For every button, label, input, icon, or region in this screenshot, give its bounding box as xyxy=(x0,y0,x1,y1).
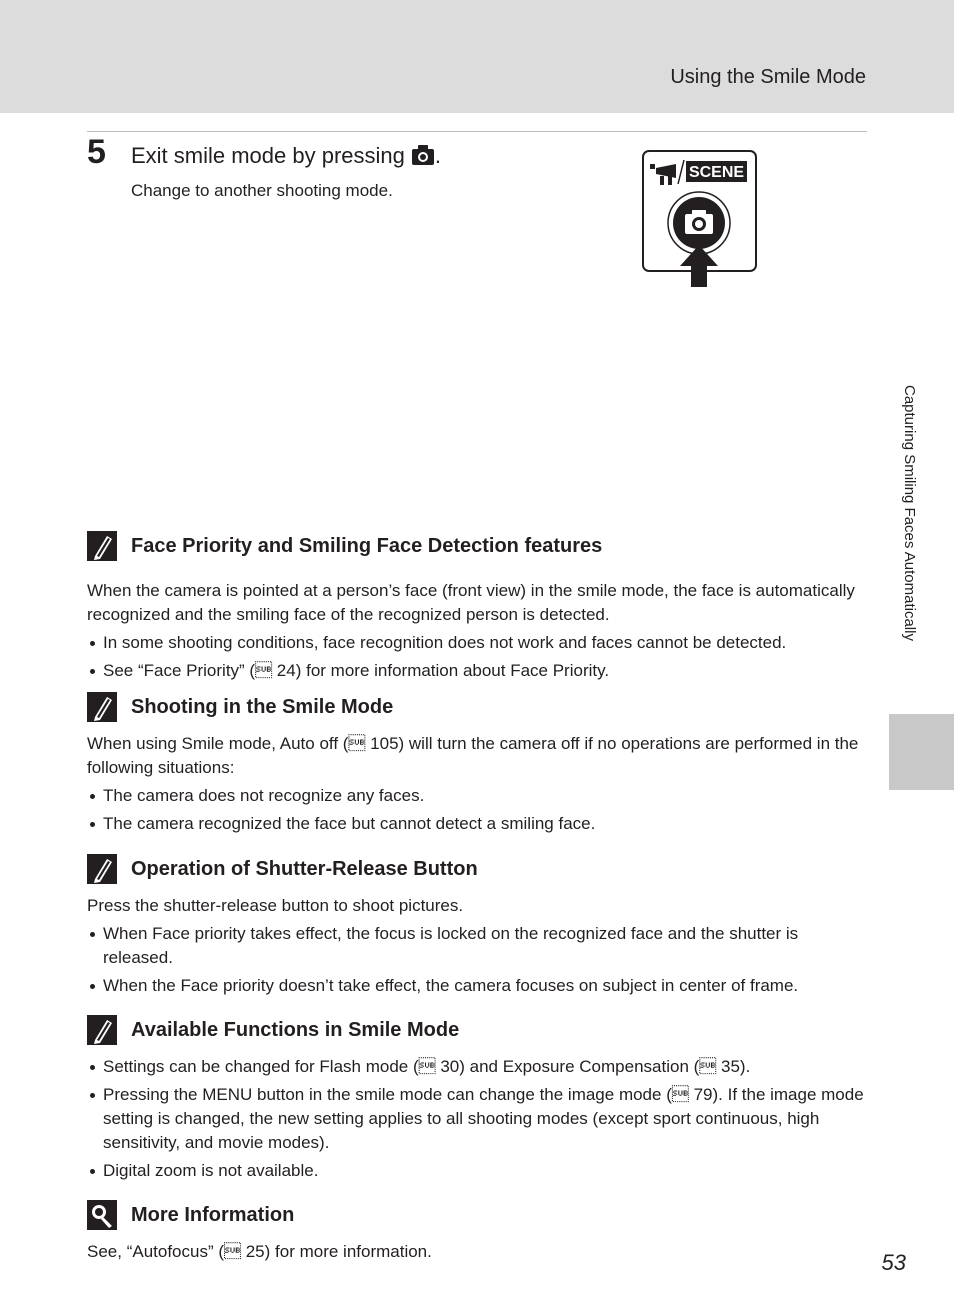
scene-label-text: SCENE xyxy=(688,164,745,181)
note-available-functions xyxy=(87,1015,867,1187)
shooting-mode-button-icon xyxy=(668,192,730,254)
section-title: Operation of Shutter-Release Button xyxy=(131,858,478,880)
note-shutter-release xyxy=(87,854,867,1002)
camera-button-icon xyxy=(411,144,435,174)
list-item: Settings can be changed for Flash mode ( 30) and Exposure Compensation ( 35). xyxy=(87,1055,867,1079)
magnifier-info-icon xyxy=(87,1200,117,1235)
section-paragraph: See, “Autofocus” ( 25) for more information. xyxy=(87,1242,432,1261)
note-face-priority xyxy=(87,531,867,687)
bullet-list xyxy=(87,1055,867,1183)
list-item: When the Face priority doesn’t take effect, the camera focuses on subject in center of frame. xyxy=(87,974,867,998)
section-title: More Information xyxy=(131,1204,295,1226)
section-title: Face Priority and Smiling Face Detection features xyxy=(131,535,603,557)
caution-pencil-icon xyxy=(87,531,117,566)
list-item: The camera recognized the face but cannot detect a smiling face. xyxy=(87,812,867,836)
page-number: 53 xyxy=(881,1250,906,1275)
divider xyxy=(87,131,867,132)
caution-pencil-icon xyxy=(87,692,117,727)
list-item: When Face priority takes effect, the focus is locked on the recognized face and the shutter is released. xyxy=(87,922,867,970)
bullet-list xyxy=(87,784,867,836)
bullet-list xyxy=(87,922,867,998)
chapter-tab xyxy=(889,714,954,790)
list-item: See “Face Priority” ( 24) for more information about Face Priority. xyxy=(87,659,867,683)
list-item: In some shooting conditions, face recognition does not work and faces cannot be detected. xyxy=(87,631,867,655)
step-number: 5 xyxy=(87,133,106,171)
scene-label-icon xyxy=(686,161,747,182)
step-title xyxy=(131,141,441,174)
mode-button-illustration xyxy=(640,148,762,295)
section-paragraph: When using Smile mode, Auto off ( 105) will turn the camera off if no operations are performed in the following situations: xyxy=(87,734,859,777)
chapter-side-title: Capturing Smiling Faces Automatically xyxy=(901,385,918,641)
section-header xyxy=(87,1200,867,1234)
section-header xyxy=(87,854,867,888)
bullet-list xyxy=(87,631,867,683)
page-header-band xyxy=(0,0,954,113)
section-title: Available Functions in Smile Mode xyxy=(131,1019,460,1041)
list-item: The camera does not recognize any faces. xyxy=(87,784,867,808)
section-header xyxy=(87,692,867,726)
section-paragraph: Press the shutter-release button to shoot pictures. xyxy=(87,896,464,915)
note-more-information xyxy=(87,1200,867,1264)
step-subtitle: Change to another shooting mode. xyxy=(131,181,393,200)
caution-pencil-icon xyxy=(87,854,117,889)
page-header-title: Using the Smile Mode xyxy=(670,66,866,88)
list-item: Pressing the MENU button in the smile mode can change the image mode ( 79). If the image mode setting is changed, the new setting applies to all shooting modes (except sport continuous, high sensitivity, and movie modes). xyxy=(87,1083,867,1155)
step-title-end: . xyxy=(434,143,442,168)
step-title-text: Exit smile mode by pressing xyxy=(131,143,405,168)
list-item: Digital zoom is not available. xyxy=(87,1159,867,1183)
note-shooting-smile-mode xyxy=(87,692,867,840)
section-title: Shooting in the Smile Mode xyxy=(131,696,394,718)
section-paragraph: When the camera is pointed at a person’s face (front view) in the smile mode, the face is automatically recognized and the smiling face of the recognized person is detected. xyxy=(87,581,855,624)
section-header xyxy=(87,1015,867,1049)
section-header xyxy=(87,531,867,565)
caution-pencil-icon xyxy=(87,1015,117,1050)
